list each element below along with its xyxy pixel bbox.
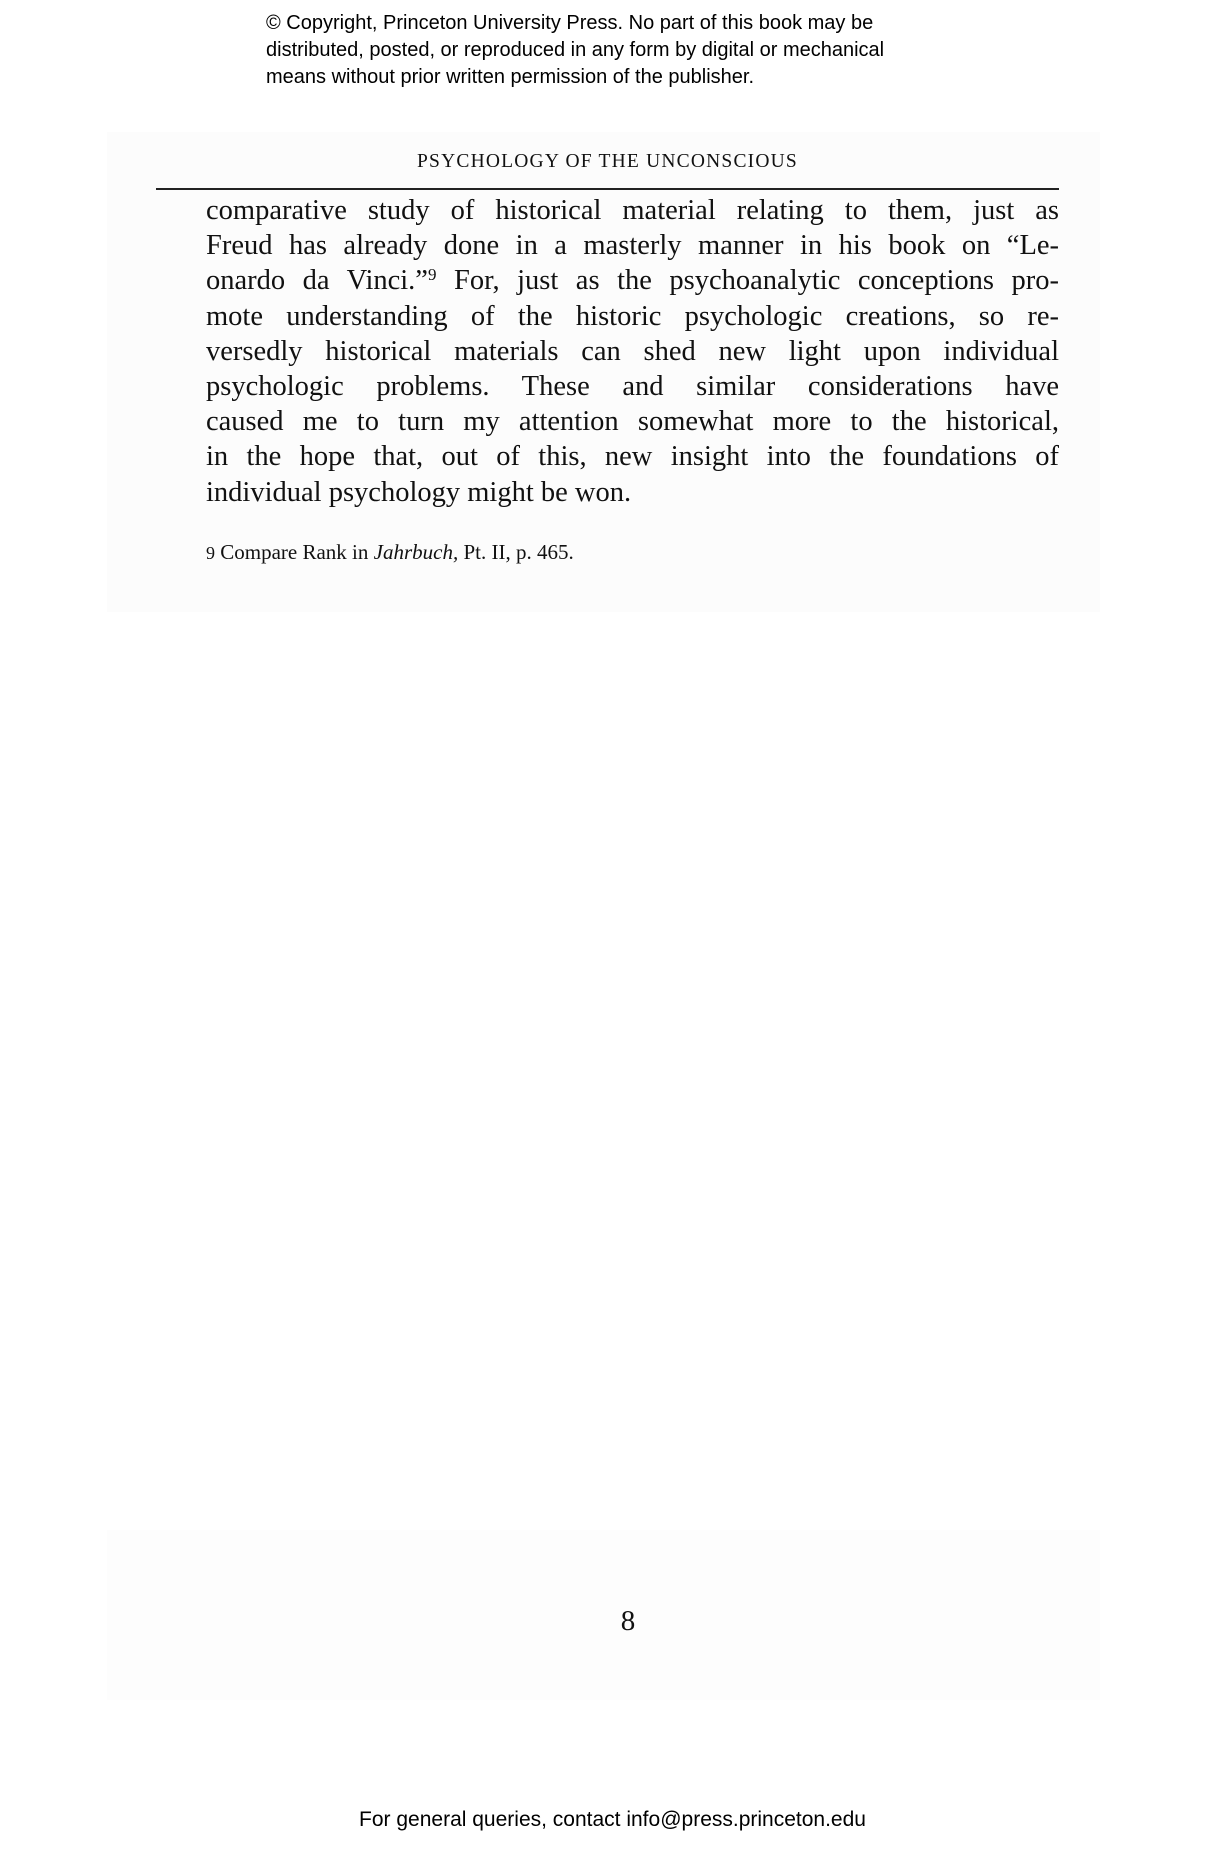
footnote-title: Jahrbuch, bbox=[373, 540, 459, 564]
copyright-line: means without prior written permission of the publisher. bbox=[266, 66, 755, 88]
body-paragraph bbox=[206, 193, 1059, 510]
page-number: 8 bbox=[620, 1605, 636, 1637]
copyright-line: distributed, posted, or reproduced in any form by digital or mechanical bbox=[266, 39, 885, 61]
body-line: caused me to turn my attention somewhat more to the historical, bbox=[206, 406, 1059, 438]
body-line: comparative study of historical material relating to them, just as bbox=[206, 195, 1059, 226]
footnote bbox=[206, 538, 1059, 567]
body-line-text: onardo da Vinci.” bbox=[206, 265, 428, 297]
copyright-line: © Copyright, Princeton University Press. No part of this book may be bbox=[266, 12, 874, 34]
body-line-text: For, just as the psychoanalytic conceptions pro- bbox=[454, 265, 1060, 297]
running-head: PSYCHOLOGY OF THE UNCONSCIOUS bbox=[417, 151, 798, 172]
footnote-reference: 9 bbox=[427, 265, 437, 285]
body-line: mote understanding of the historic psychologic creations, so re- bbox=[206, 300, 1059, 332]
body-line: versedly historical materials can shed new light upon individual bbox=[206, 335, 1059, 367]
body-line: Freud has already done in a masterly manner in his book on “Le- bbox=[206, 230, 1059, 262]
header-rule bbox=[156, 188, 1059, 190]
contact-line: For general queries, contact info@press.princeton.edu bbox=[359, 1808, 866, 1831]
footnote-text: Pt. II, p. 465. bbox=[458, 540, 574, 564]
body-line: individual psychology might be won. bbox=[206, 476, 632, 508]
copyright-notice bbox=[266, 10, 986, 91]
body-line: in the hope that, out of this, new insight into the foundations of bbox=[206, 441, 1059, 473]
body-line bbox=[206, 263, 1059, 298]
footnote-text: Compare Rank in bbox=[220, 540, 374, 564]
footnote-number: 9 bbox=[206, 543, 215, 563]
body-line: psychologic problems. These and similar considerations have bbox=[206, 370, 1059, 402]
